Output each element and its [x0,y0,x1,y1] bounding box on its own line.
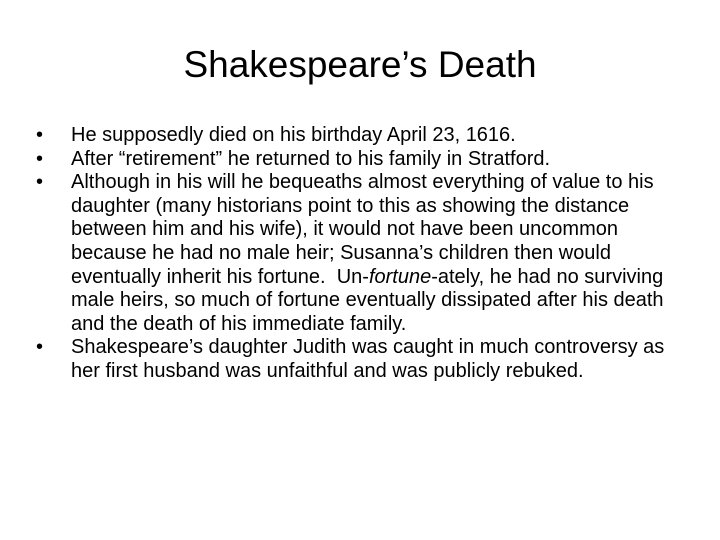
bullet-text-suffix: -ately, he had no surviving male heirs, so much of fortune eventually dissipated after his death and the death of his immediate family. [71,265,664,335]
bullet-text-emphasis: fortune [368,265,432,288]
bullet-text: He supposedly died on his birthday April 23, 1616. [71,124,516,146]
bullet-item [36,124,684,148]
bullet-text: After “retirement” he returned to his family in Stratford. [71,147,551,170]
bullet-text: Although in his will he bequeaths almost everything of value to his daughter (many historians point to this as showing the distance between him and his wife), it would not have been uncommon because he had no male heir; Susanna’s children then would eventually inherit his fortune. [71,171,654,288]
bullet-item [36,148,684,172]
bullet-item [36,336,684,383]
bullet-text: Shakespeare’s daughter Judith was caught in much controversy as her first husband was unfaithful and was publicly rebuked. [71,336,665,382]
slide-title: Shakespeare’s Death [183,44,537,85]
bullet-list [36,124,684,384]
bullet-item [36,171,684,336]
bullet-text-prefix: Un- [336,265,369,288]
